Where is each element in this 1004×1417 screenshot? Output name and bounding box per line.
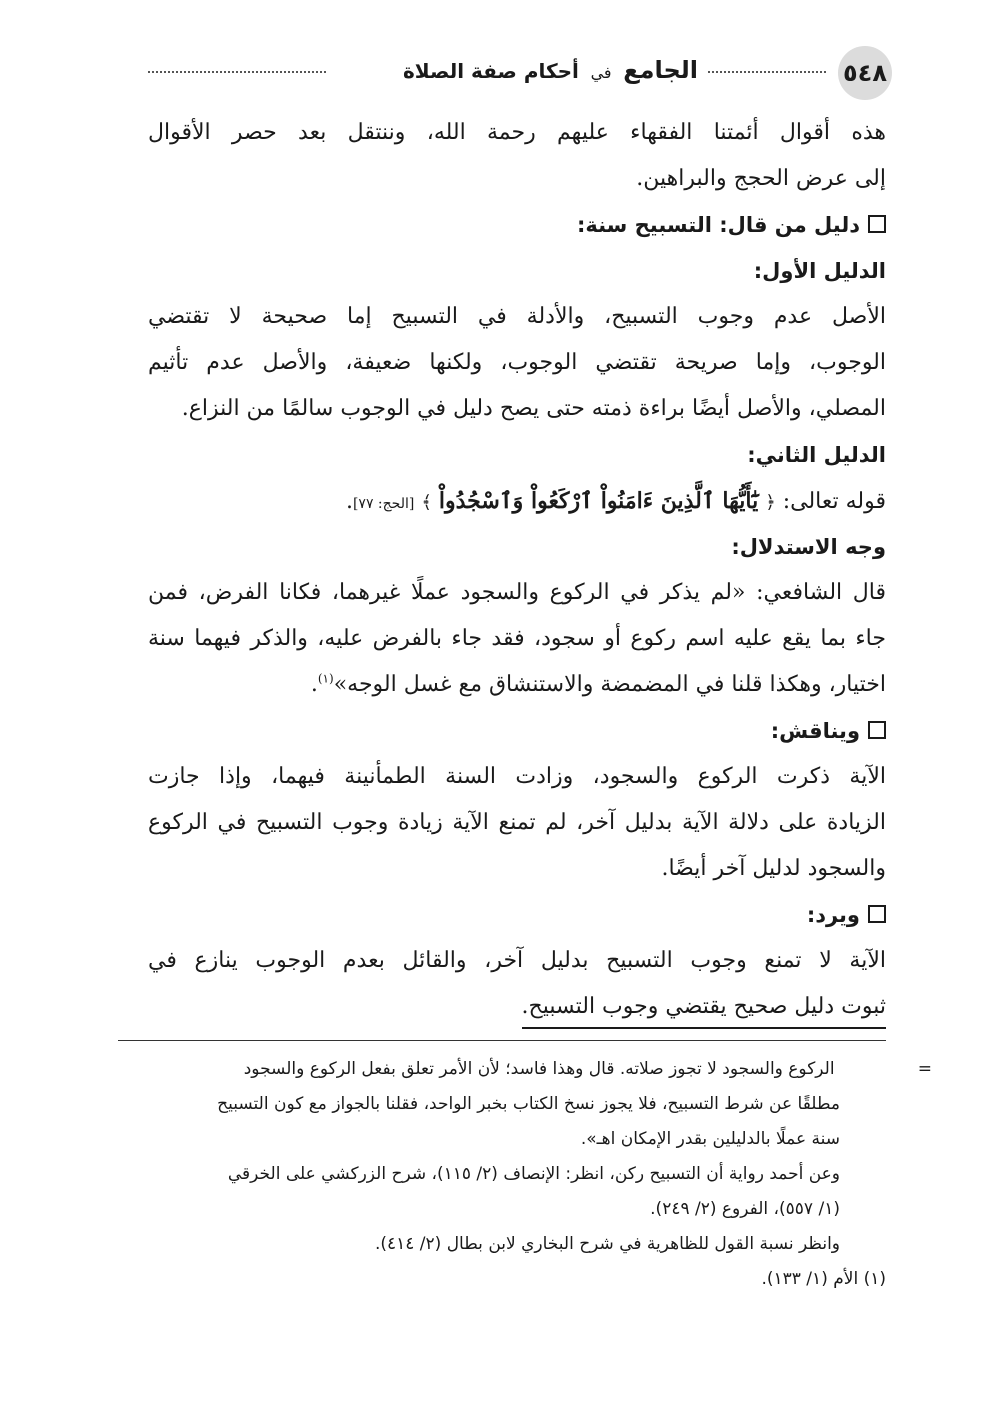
verse-end: .: [345, 489, 353, 514]
paragraph-line: إلى عرض الحجج والبراهين.: [636, 166, 886, 191]
paragraph-line: الآية ذكرت الركوع والسجود، وزادت السنة الطمأنينة فيهما، وإذا جازت: [148, 764, 886, 789]
quran-verse-line: [148, 478, 886, 524]
section-heading: وجه الاستدلال:: [731, 535, 886, 559]
section-heading: ويناقش:: [148, 708, 886, 754]
verse-open-bracket: ﴿: [765, 492, 776, 513]
header-dots-right: [708, 71, 826, 73]
paragraph-line: [148, 984, 886, 1030]
square-bullet-icon: [868, 721, 886, 739]
footnote-line: وانظر نسبة القول للظاهرية في شرح البخاري لابن بطال (٢/ ٤١٤).: [374, 1234, 840, 1254]
verse-intro: قوله تعالى:: [782, 489, 886, 514]
header-dots-left: [148, 71, 326, 73]
verse-close-bracket: ﴾: [421, 492, 432, 513]
paragraph-line: هذه أقوال أئمتنا الفقهاء عليهم رحمة الله، وننتقل بعد حصر الأقوال: [148, 120, 886, 145]
running-title: [403, 56, 698, 84]
section-heading: الدليل الثاني:: [747, 443, 886, 467]
footnote-line: وعن أحمد رواية أن التسبيح ركن، انظر: الإنصاف (٢/ ١١٥)، شرح الزركشي على الخرقي: [227, 1164, 840, 1184]
paragraph-line: قال الشافعي: «لم يذكر في الركوع والسجود عملًا غيرهما، فكانا الفرض، فمن: [148, 580, 886, 605]
footnote-text: الأم (١/ ١٣٣).: [761, 1269, 859, 1289]
footnote-item: [140, 1262, 886, 1297]
page-number: ٥٤٨: [838, 46, 892, 100]
title-rest: أحكام صفة الصلاة: [403, 59, 579, 83]
square-bullet-icon: [868, 215, 886, 233]
footnote-line: = الركوع والسجود لا تجوز صلاته. قال وهذا فاسد؛ لأن الأمر تعلق بفعل الركوع والسجود: [140, 1052, 886, 1087]
paragraph-line: والسجود لدليل آخر أيضًا.: [661, 856, 886, 881]
quran-verse: يَٰٓأَيُّهَا ٱلَّذِينَ ءَامَنُواْ ٱرْكَعُواْ وَٱسْجُدُواْ: [438, 488, 759, 514]
continuation-mark: =: [917, 1059, 932, 1079]
footnote-line: مطلقًا عن شرط التسبيح، فلا يجوز نسخ الكتاب بخبر الواحد، فقلنا بالجواز مع كون التسبيح: [217, 1094, 840, 1114]
footnotes: [140, 1052, 932, 1297]
running-header: [140, 44, 892, 100]
footnote-line: (١/ ٥٥٧)، الفروع (٢/ ٢٤٩).: [650, 1199, 840, 1219]
paragraph-line: الأصل عدم وجوب التسبيح، والأدلة في التسبيح إما صحيحة لا تقتضي: [148, 304, 886, 329]
footnote-ref[interactable]: (١): [317, 671, 334, 686]
paragraph-line: الآية لا تمنع وجوب التسبيح بدليل آخر، والقائل بعدم الوجوب ينازع في: [148, 948, 886, 973]
square-bullet-icon: [868, 905, 886, 923]
section-heading: دليل من قال: التسبيح سنة:: [148, 202, 886, 248]
paragraph-line: المصلي، والأصل أيضًا براءة ذمته حتى يصح دليل في الوجوب سالمًا من النزاع.: [181, 396, 886, 421]
paragraph-line: الوجوب، وإما صريحة تقتضي الوجوب، ولكنها ضعيفة، والأصل عدم تأثيم: [148, 350, 886, 375]
verse-reference: [الحج: ٧٧]: [352, 496, 415, 512]
paragraph-line: اختيار، وهكذا قلنا في المضمضة والاستنشاق مع غسل الوجه»$^{(١)}$.: [310, 671, 886, 697]
section-heading: الدليل الأول:: [753, 259, 886, 283]
footnote-number: (١): [863, 1269, 886, 1289]
paragraph-last-line: ثبوت دليل صحيح يقتضي وجوب التسبيح.: [522, 987, 886, 1029]
footnote-line: سنة عملًا بالدليلين بقدر الإمكان اهـ».: [580, 1129, 840, 1149]
title-main: الجامع: [623, 56, 698, 84]
paragraph-line: الزيادة على دلالة الآية بدليل آخر، لم تمنع الآية زيادة وجوب التسبيح في الركوع: [148, 810, 886, 835]
main-text: [148, 110, 886, 1030]
section-heading: ويرد:: [148, 892, 886, 938]
footnote-divider: [118, 1040, 886, 1041]
title-in: في: [590, 63, 612, 82]
paragraph-line: جاء بما يقع عليه اسم ركوع أو سجود، فقد جاء بالفرض عليه، والذكر فيهما سنة: [148, 626, 886, 651]
